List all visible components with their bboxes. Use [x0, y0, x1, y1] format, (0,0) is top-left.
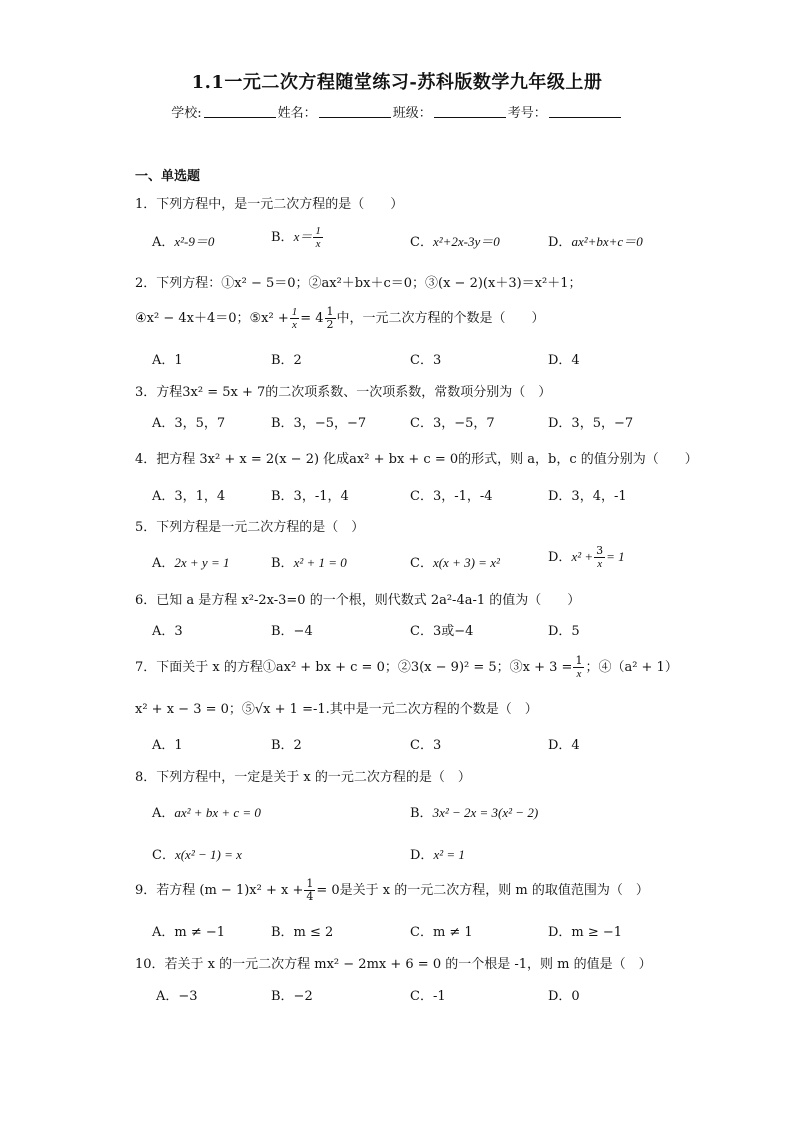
frac-den: x [292, 319, 297, 331]
stem-part: = 0是关于 x 的一元二次方程，则 m 的取值范围为（ ） [316, 883, 649, 898]
option-math: x² + 1 = 0 [293, 555, 347, 570]
option-letter: C． [410, 556, 433, 571]
q7-option-d: D．4 [548, 738, 580, 753]
option-math: 3x² − 2x = 3(x² − 2) [432, 805, 539, 820]
fraction [304, 878, 315, 903]
q3-option-c: C．3，−5，7 [410, 416, 495, 431]
question-2-stem-line1: 2．下列方程：①x² − 5＝0；②ax²＋bx＋c＝0；③(x − 2)(x＋3)＝x²＋1； [135, 276, 582, 291]
q5-option-d [548, 545, 625, 570]
q8-option-d [410, 844, 465, 863]
q6-option-a: A．3 [152, 624, 183, 639]
q4-option-a: A．3，1，4 [152, 489, 226, 504]
q1-option-d [548, 231, 643, 250]
option-math: x＝ [293, 229, 313, 244]
q6-option-c: C．3或−4 [410, 624, 474, 639]
school-blank [204, 105, 276, 118]
q8-option-a [152, 802, 261, 821]
q2-option-b: B．2 [271, 353, 302, 368]
option-letter: C． [410, 235, 433, 250]
question-5-stem: 5．下列方程是一元二次方程的是（ ） [135, 520, 365, 535]
fraction [573, 655, 584, 680]
q10-option-d: D．0 [548, 989, 580, 1004]
question-4-stem: 4．把方程 3x² + x = 2(x − 2) 化成ax² + bx + c = 0的形式，则 a，b，c 的值分别为（ ） [135, 452, 698, 467]
frac-num: 1 [306, 877, 314, 890]
frac-den: 4 [306, 890, 314, 903]
option-math: ax² + bx + c = 0 [174, 805, 261, 820]
option-letter: D． [410, 848, 434, 863]
stem-part: ④x² − 4x＋4＝0；⑤x² + [135, 311, 289, 326]
frac-num: 1 [315, 225, 321, 237]
q5-option-c [410, 552, 500, 571]
q3-option-a: A．3，5，7 [152, 416, 226, 431]
section-heading: 一、单选题 [135, 169, 201, 184]
option-letter: B． [271, 556, 294, 571]
frac-den: 2 [326, 318, 334, 331]
school-label: 学校: [171, 106, 202, 121]
option-letter: A． [152, 806, 175, 821]
q4-option-c: C．3，-1，-4 [410, 489, 493, 504]
q10-option-b: B．−2 [271, 989, 313, 1004]
stem-part: 9．若方程 (m − 1)x² + x + [135, 883, 304, 898]
fraction [290, 306, 300, 331]
exam-no-blank [549, 105, 621, 118]
q4-option-d: D．3，4，-1 [548, 489, 627, 504]
q3-option-b: B．3，−5，−7 [271, 416, 367, 431]
q1-option-b [271, 225, 324, 250]
option-math: x²+2x-3y＝0 [432, 234, 500, 249]
question-7-stem-line1 [135, 655, 678, 680]
q2-option-a: A．1 [152, 353, 183, 368]
question-8-stem: 8．下列方程中，一定是关于 x 的一元二次方程的是（ ） [135, 770, 471, 785]
fraction [313, 225, 323, 250]
frac-den: x [576, 668, 582, 680]
name-label: 姓名： [277, 106, 317, 121]
question-6-stem: 6．已知 a 是方程 x²-2x-3=0 的一个根，则代数式 2a²-4a-1 的值为（ ） [135, 593, 581, 608]
question-10-stem: 10．若关于 x 的一元二次方程 mx² − 2mx + 6 = 0 的一个根是 -1，则 m 的值是（ ） [135, 957, 652, 972]
q4-option-b: B．3，-1，4 [271, 489, 349, 504]
name-blank [319, 105, 391, 118]
q5-option-b [271, 552, 347, 571]
question-9-stem [135, 878, 649, 903]
option-math: x(x² − 1) = x [174, 847, 242, 862]
option-letter: B． [271, 230, 294, 245]
q10-option-c: C．-1 [410, 989, 446, 1004]
q7-option-a: A．1 [152, 738, 183, 753]
option-letter: B． [410, 806, 433, 821]
q7-option-b: B．2 [271, 738, 302, 753]
question-2-stem-line2 [135, 306, 545, 331]
question-7-stem-line2: x² + x − 3 = 0；⑤√x + 1 =-1.其中是一元二次方程的个数是（ ） [135, 702, 538, 717]
q2-option-d: D．4 [548, 353, 580, 368]
page-title: 1.1一元二次方程随堂练习-苏科版数学九年级上册 [191, 72, 603, 93]
q3-option-d: D．3，5，−7 [548, 416, 634, 431]
q6-option-b: B．−4 [271, 624, 313, 639]
question-3-stem: 3．方程3x² = 5x + 7的二次项系数、一次项系数，常数项分别为（ ） [135, 385, 552, 400]
option-letter: C． [152, 848, 175, 863]
stem-part: = 4 [300, 311, 324, 326]
stem-part: 7．下面关于 x 的方程①ax² + bx + c = 0；②3(x − 9)² = 5；③x + 3 = [135, 660, 573, 675]
class-label: 班级： [392, 106, 432, 121]
option-letter: D． [548, 550, 572, 565]
question-1-stem: 1．下列方程中，是一元二次方程的是（ ） [135, 197, 404, 212]
frac-den: x [597, 558, 603, 570]
option-math: ax²+bx+c＝0 [571, 234, 643, 249]
q6-option-d: D．5 [548, 624, 580, 639]
frac-den: x [315, 238, 321, 250]
option-letter: A． [152, 235, 175, 250]
fraction [325, 306, 336, 331]
q9-option-a: A．m ≠ −1 [152, 925, 226, 940]
q1-option-c [410, 231, 500, 250]
exam-no-label: 考号： [507, 106, 547, 121]
q9-option-c: C．m ≠ 1 [410, 925, 473, 940]
option-math: x²-9＝0 [174, 234, 215, 249]
class-blank [434, 105, 506, 118]
stem-part: ；④（a² + 1） [585, 660, 678, 675]
frac-num: 3 [596, 544, 604, 557]
option-math: x² = 1 [433, 847, 465, 862]
q2-option-c: C．3 [410, 353, 442, 368]
option-letter: A． [152, 556, 175, 571]
q8-option-c [152, 844, 242, 863]
frac-num: 1 [575, 654, 583, 667]
q7-option-c: C．3 [410, 738, 442, 753]
q9-option-d: D．m ≥ −1 [548, 925, 623, 940]
option-math: x(x + 3) = x² [432, 555, 500, 570]
option-math: 2x + y = 1 [174, 555, 230, 570]
q1-option-a [152, 231, 214, 250]
q10-option-a: A．−3 [156, 989, 198, 1004]
option-math: = 1 [606, 549, 625, 564]
student-info-line [0, 102, 794, 121]
q9-option-b: B．m ≤ 2 [271, 925, 334, 940]
q5-option-a [152, 552, 229, 571]
q8-option-b [410, 802, 538, 821]
option-letter: D． [548, 235, 572, 250]
option-math: x² + [571, 549, 594, 564]
stem-part: 中，一元二次方程的个数是（ ） [336, 311, 545, 326]
frac-num: 1 [326, 305, 334, 318]
frac-num: 1 [291, 306, 298, 318]
fraction [594, 545, 605, 570]
